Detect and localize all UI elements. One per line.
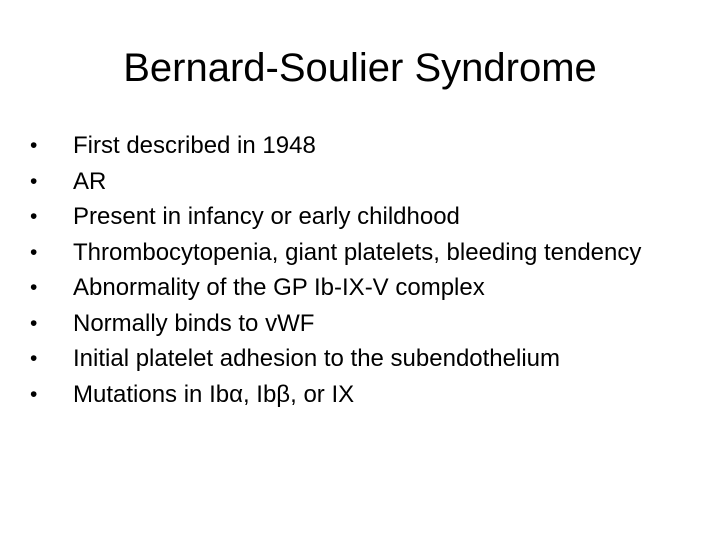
bullet-text: Thrombocytopenia, giant platelets, bleeding tendency [73,238,642,266]
bullet-dot-icon: • [30,134,38,157]
bullet-text: Initial platelet adhesion to the subendothelium [73,345,561,372]
bullet-item [30,273,690,303]
bullet-dot-icon: • [30,205,38,228]
bullet-item [30,167,690,197]
bullet-text: AR [73,167,107,195]
bullet-text: First described in 1948 [73,132,316,159]
bullet-item [30,309,690,339]
slide-title: Bernard-Soulier Syndrome [123,46,597,90]
bullet-item [30,202,690,232]
bullet-dot-icon: • [30,240,38,264]
bullet-list [30,131,690,415]
bullet-text: Abnormality of the GP Ib-IX-V complex [73,274,485,301]
bullet-item [30,344,690,374]
bullet-item [30,380,690,410]
bullet-text: Mutations in Ibα, Ibβ, or IX [73,380,355,408]
bullet-dot-icon: • [30,382,38,406]
bullet-dot-icon: • [30,169,38,193]
bullet-text: Present in infancy or early childhood [73,203,460,230]
bullet-text: Normally binds to vWF [73,309,315,337]
bullet-item [30,131,690,161]
bullet-item [30,238,690,268]
bullet-dot-icon: • [30,347,38,370]
bullet-dot-icon: • [30,311,38,335]
bullet-dot-icon: • [30,276,38,299]
